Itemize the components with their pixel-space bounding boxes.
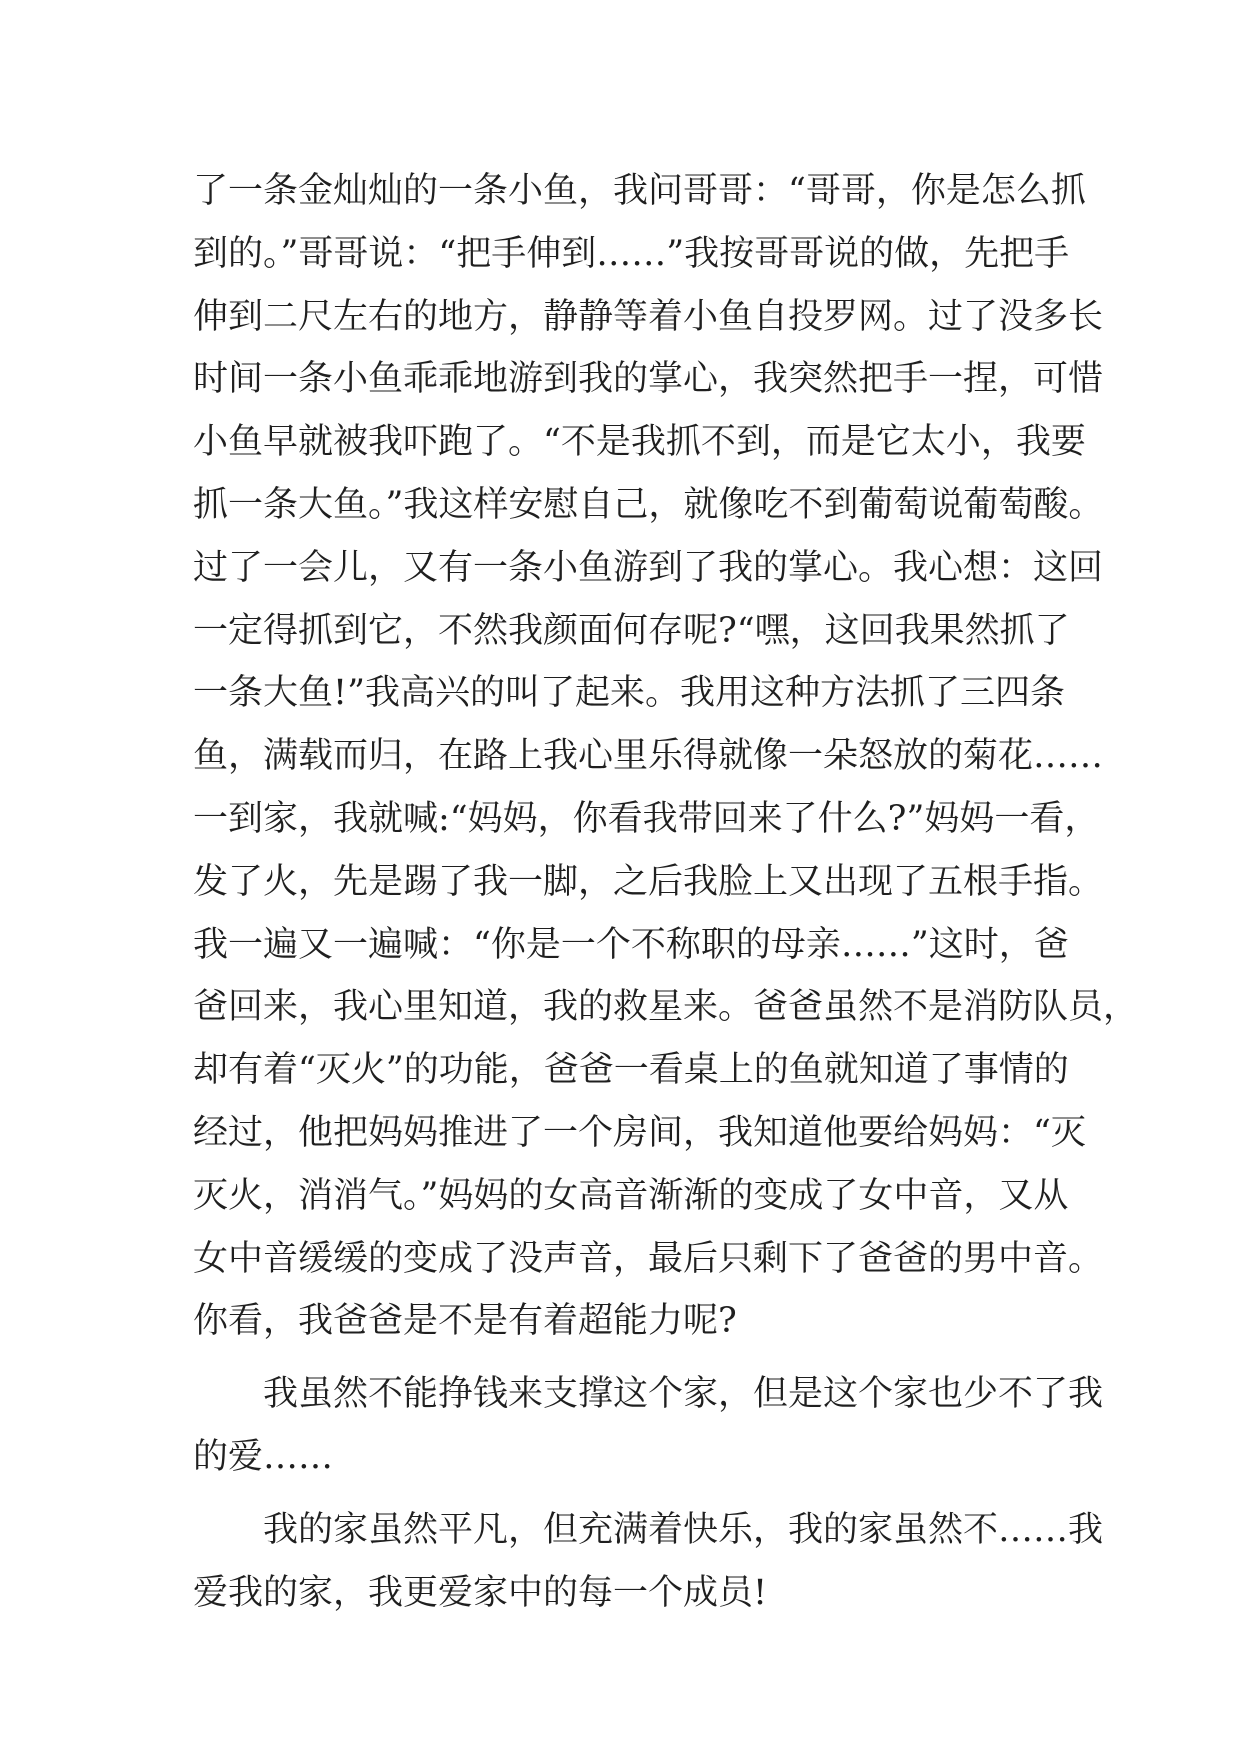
paragraph-1 [193,160,1139,1353]
text-line: 我虽然不能挣钱来支撑这个家，但是这个家也少不了我 [263,1374,1104,1415]
text-line: 灭火，消消气。”妈妈的女高音渐渐的变成了女中音，又从 [193,1175,1069,1216]
text-line: 发了火，先是踢了我一脚，之后我脸上又出现了五根手指。 [193,861,1104,902]
text-line: 一条大鱼!”我高兴的叫了起来。我用这种方法抓了三四条 [193,673,1065,714]
text-line: 一定得抓到它，不然我颜面何存呢?“嘿，这回我果然抓了 [193,610,1070,651]
text-line: 抓一条大鱼。”我这样安慰自己，就像吃不到葡萄说葡萄酸。 [193,484,1104,525]
text-line: 时间一条小鱼乖乖地游到我的掌心，我突然把手一捏，可惜 [193,359,1104,400]
text-line: 到的。”哥哥说：“把手伸到……”我按哥哥说的做，先把手 [193,233,1070,274]
text-line: 一到家，我就喊:“妈妈，你看我带回来了什么?”妈妈一看， [193,798,1100,839]
text-line: 经过，他把妈妈推进了一个房间，我知道他要给妈妈：“灭 [193,1112,1086,1153]
text-line: 爸回来，我心里知道，我的救星来。爸爸虽然不是消防队员， [193,987,1139,1028]
text-line: 鱼，满载而归，在路上我心里乐得就像一朵怒放的菊花…… [193,736,1104,777]
text-line: 爱我的家，我更爱家中的每一个成员! [193,1572,768,1613]
paragraph-2 [193,1363,1104,1489]
paragraph-3 [193,1499,1104,1625]
text-line: 的爱…… [193,1436,334,1477]
body-text [193,160,1139,1624]
text-line: 伸到二尺左右的地方，静静等着小鱼自投罗网。过了没多长 [193,296,1104,337]
text-line: 我的家虽然平凡，但充满着快乐，我的家虽然不……我 [263,1509,1104,1550]
text-line: 却有着“灭火”的功能，爸爸一看桌上的鱼就知道了事情的 [193,1050,1069,1091]
text-line: 了一条金灿灿的一条小鱼，我问哥哥：“哥哥，你是怎么抓 [193,171,1086,211]
paragraph-gap [193,1353,1053,1363]
text-line: 你看，我爸爸是不是有着超能力呢? [193,1301,737,1342]
text-line: 我一遍又一遍喊：“你是一个不称职的母亲……”这时，爸 [193,924,1069,965]
paragraph-gap [193,1489,1053,1499]
text-line: 小鱼早就被我吓跑了。“不是我抓不到，而是它太小，我要 [193,422,1086,463]
text-line: 女中音缓缓的变成了没声音，最后只剩下了爸爸的男中音。 [193,1238,1104,1279]
text-line: 过了一会儿，又有一条小鱼游到了我的掌心。我心想：这回 [193,547,1104,588]
